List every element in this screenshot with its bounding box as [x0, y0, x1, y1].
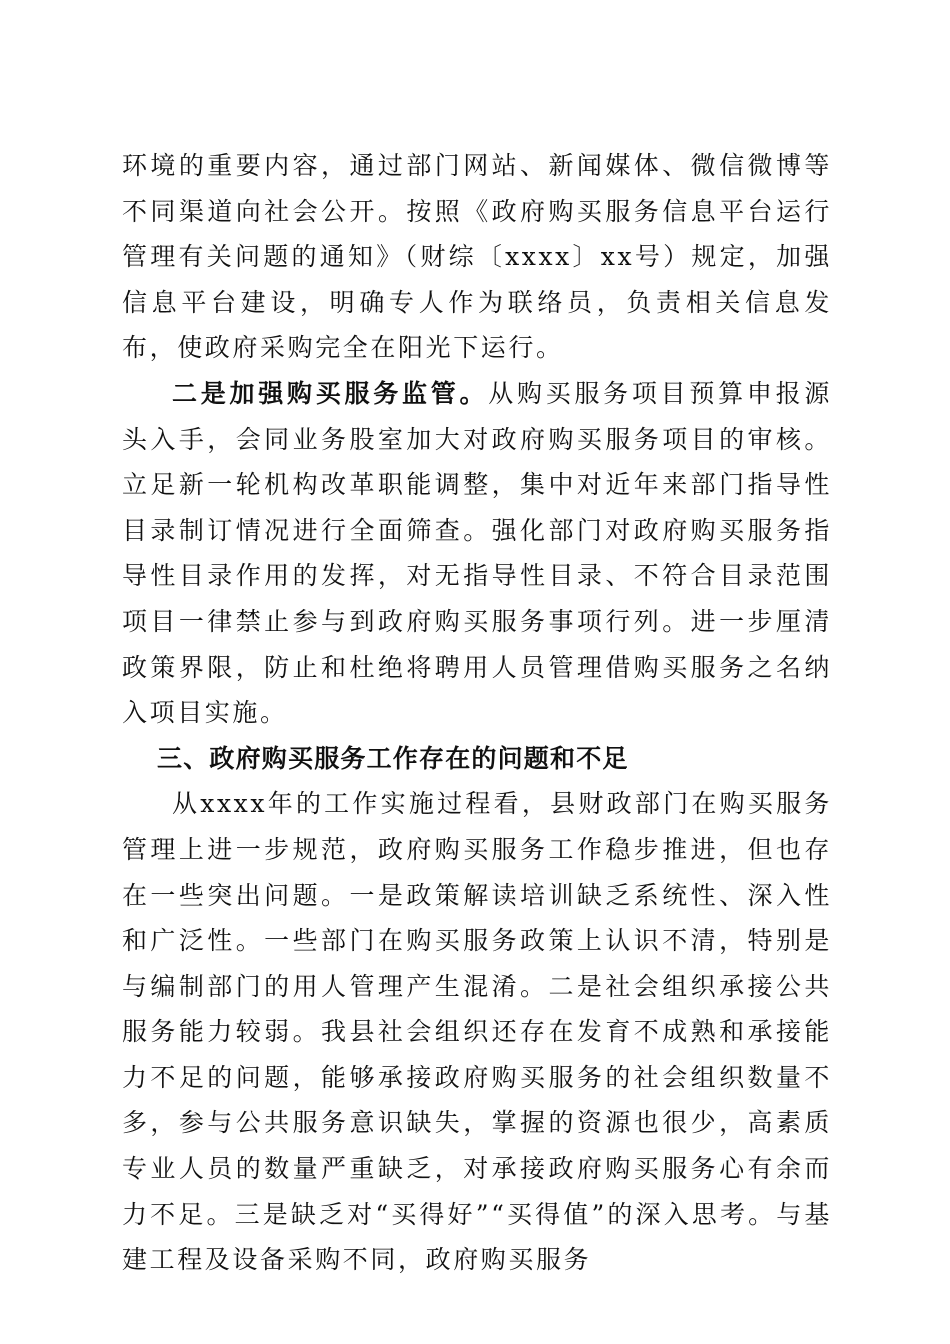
paragraph-problems: 从xxxx年的工作实施过程看，县财政部门在购买服务管理上进一步规范，政府购买服务工作稳步推进，但也存在一些突出问题。一是政策解读培训缺乏系统性、深入性和广泛性。一些部门在购买服务政策上认识不清，特别是与编制部门的用人管理产生混淆。二是社会组织承接公共服务能力较弱。我县社会组织还存在发育不成熟和承接能力不足的问题，能够承接政府购买服务的社会组织数量不多，参与公共服务意识缺失，掌握的资源也很少，高素质专业人员的数量严重缺乏，对承接政府购买服务心有余而力不足。三是缺乏对“买得好”“买得值”的深入思考。与基建工程及设备采购不同，政府购买服务	[122, 789, 832, 1275]
paragraph-supervision	[122, 371, 832, 736]
paragraph-body: 从购买服务项目预算申报源头入手，会同业务股室加大对政府购买服务项目的审核。立足新一轮机构改革职能调整，集中对近年来部门指导性目录制订情况进行全面筛查。强化部门对政府购买服务指导性目录作用的发挥，对无指导性目录、不符合目录范围项目一律禁止参与到政府购买服务事项行列。进一步厘清政策界限，防止和杜绝将聘用人员管理借购买服务之名纳入项目实施。	[122, 378, 832, 728]
section-heading: 三、政府购买服务工作存在的问题和不足	[157, 743, 629, 773]
document-body	[122, 143, 832, 1283]
paragraph-lead: 二是加强购买服务监管。	[172, 378, 489, 408]
paragraph-continued: 环境的重要内容，通过部门网站、新闻媒体、微信微博等不同渠道向社会公开。按照《政府购买服务信息平台运行管理有关问题的通知》（财综〔xxxx〕xx号）规定，加强信息平台建设，明确专人作为联络员，负责相关信息发布，使政府采购完全在阳光下运行。	[122, 151, 832, 363]
